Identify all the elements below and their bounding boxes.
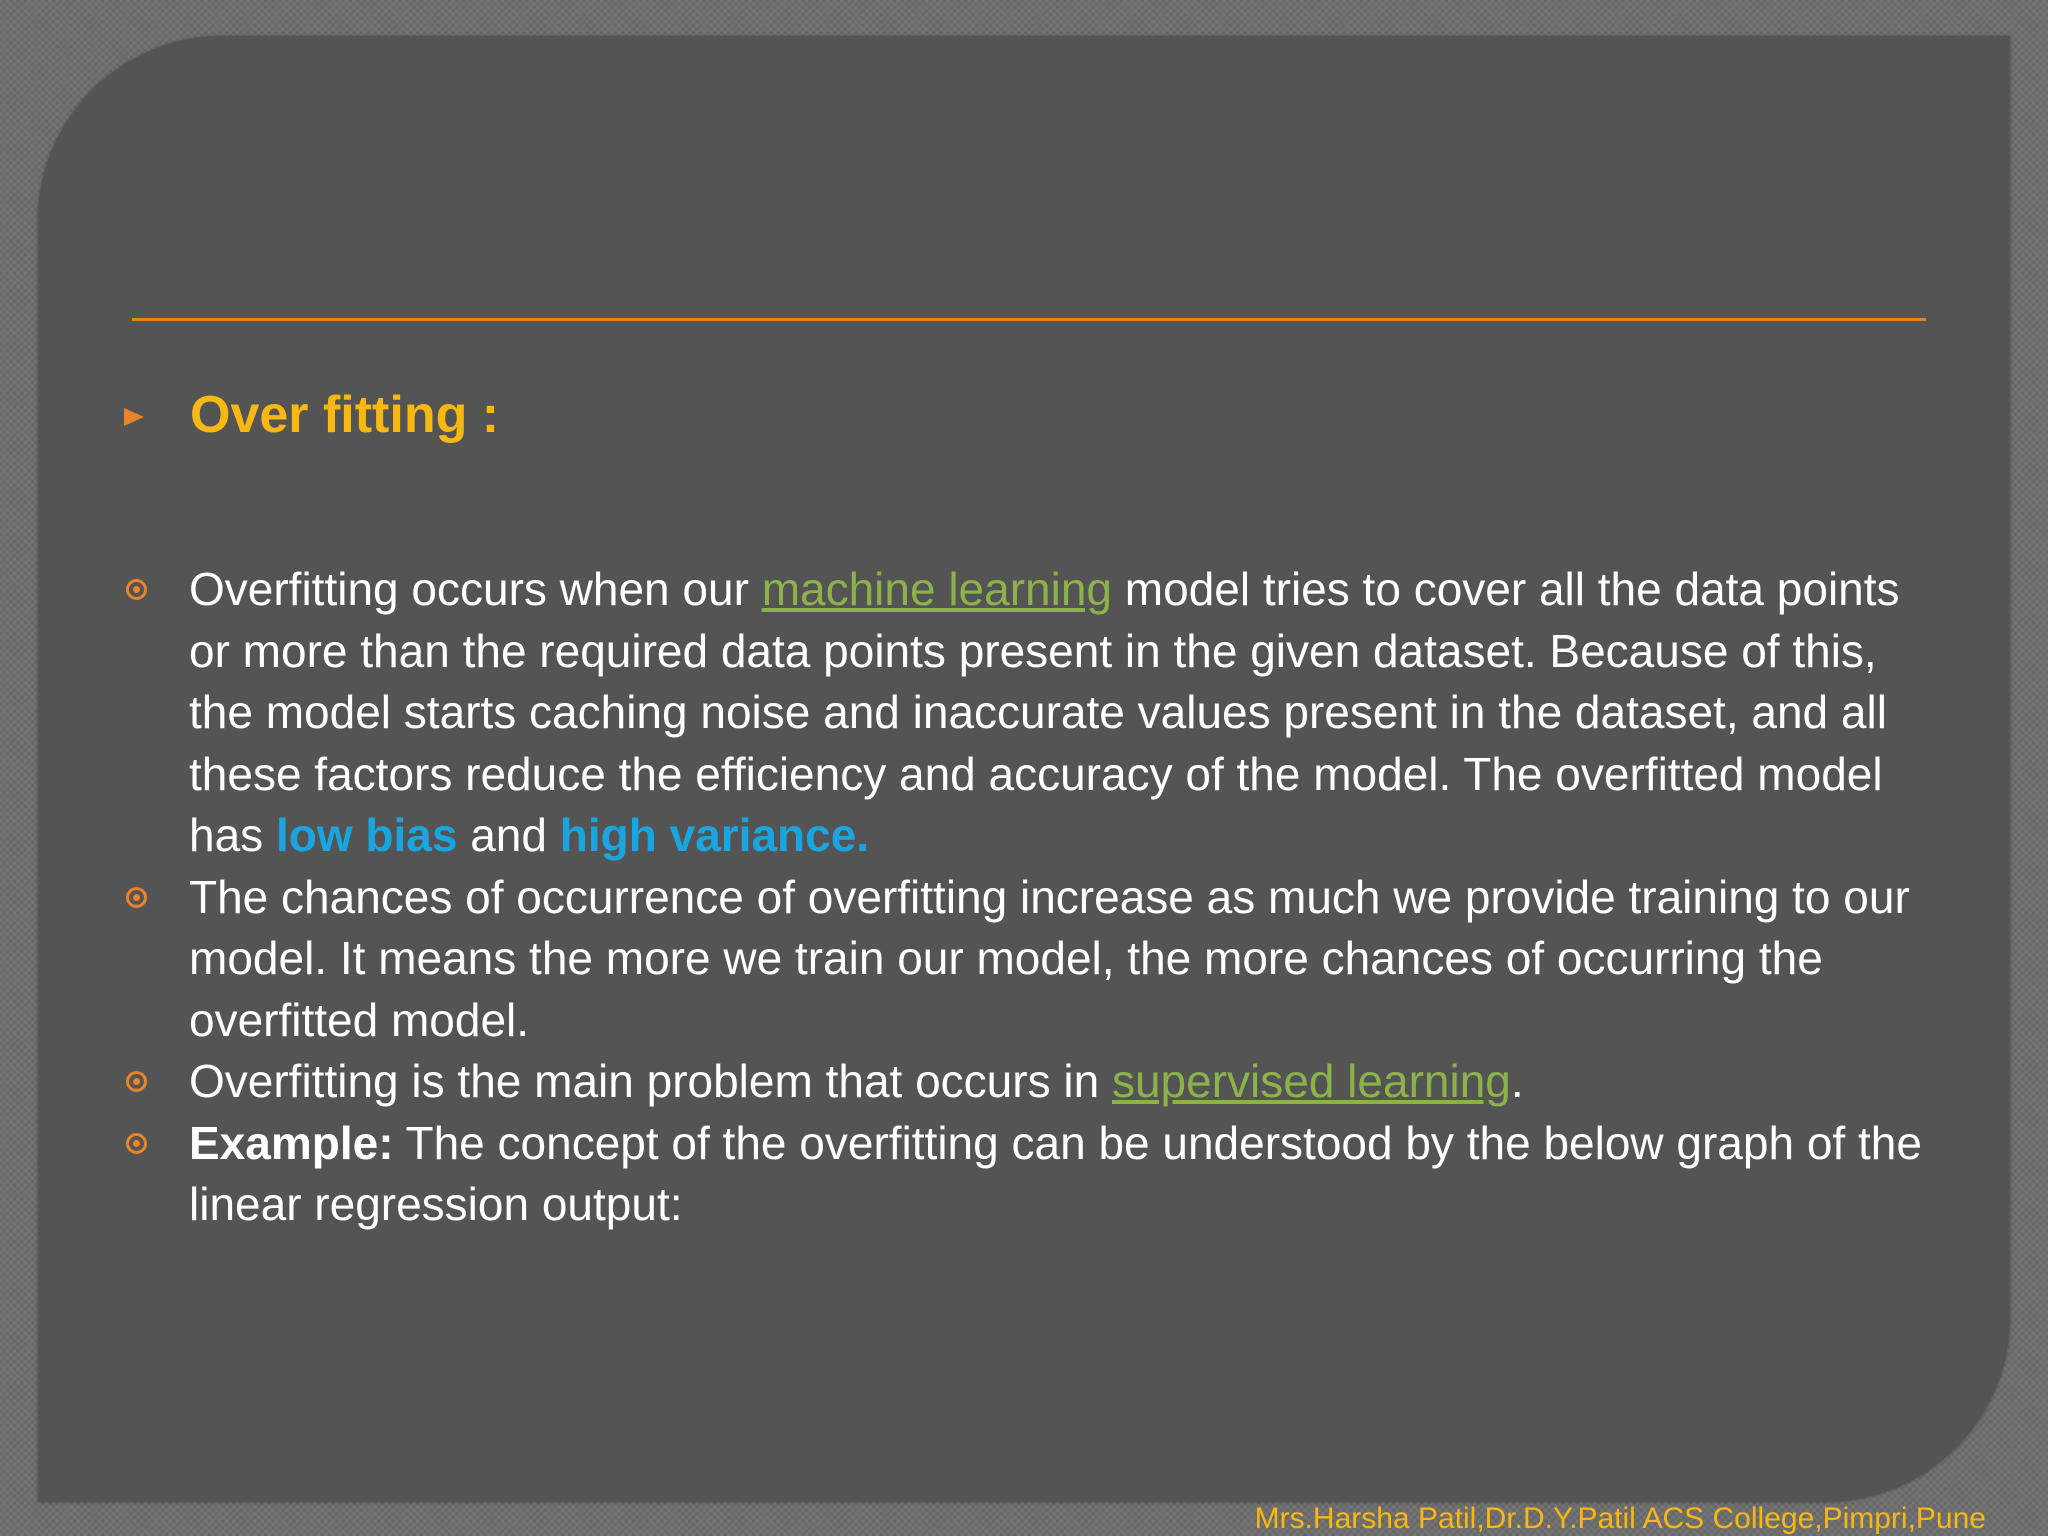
bullet-text: The chances of occurrence of overfitting increase as much we provide training to our model. It means the more we train our model, the more chances of occurring the overfitted model. [189, 870, 1910, 1046]
heading-row [124, 385, 499, 445]
low-bias-emphasis: low bias [275, 809, 458, 861]
bullet-item-overfitting-definition [124, 559, 1924, 867]
bullet-item-supervised-problem [124, 1051, 1924, 1113]
supervised-learning-link[interactable]: supervised learning [1111, 1055, 1511, 1107]
bullet-item-example [124, 1113, 1924, 1236]
arrow-bullet-icon [124, 408, 144, 426]
circle-bullet-icon [126, 1133, 147, 1154]
title-divider [132, 318, 1926, 321]
circle-bullet-icon [126, 1071, 147, 1092]
bullet-text: model tries to cover all the data points or more than the required data points present in the given dataset. Because of this, the model starts caching noise and inaccurate values present in the dataset, and all these factors reduce the efficiency and accuracy of the model. The overfitted model has [189, 563, 1900, 861]
bullet-text: Overfitting is the main problem that occurs in [189, 1055, 1112, 1107]
bullet-text: and [457, 809, 560, 861]
high-variance-emphasis: high variance. [559, 809, 870, 861]
bullet-text: . [1510, 1055, 1524, 1107]
slide-heading: Over fitting : [190, 386, 500, 444]
bullet-item-training-chances [124, 867, 1924, 1052]
example-label: Example: [189, 1116, 394, 1169]
slide-footer: Mrs.Harsha Patil,Dr.D.Y.Patil ACS College,Pimpri,Pune [1254, 1502, 1986, 1535]
bullet-text: The concept of the overfitting can be understood by the below graph of the linear regression output: [189, 1116, 1922, 1230]
circle-bullet-icon [126, 579, 147, 600]
machine-learning-link[interactable]: machine learning [761, 563, 1113, 615]
circle-bullet-icon [126, 887, 147, 908]
bullet-text: Overfitting occurs when our [189, 563, 762, 615]
bullet-list [124, 559, 1924, 1236]
